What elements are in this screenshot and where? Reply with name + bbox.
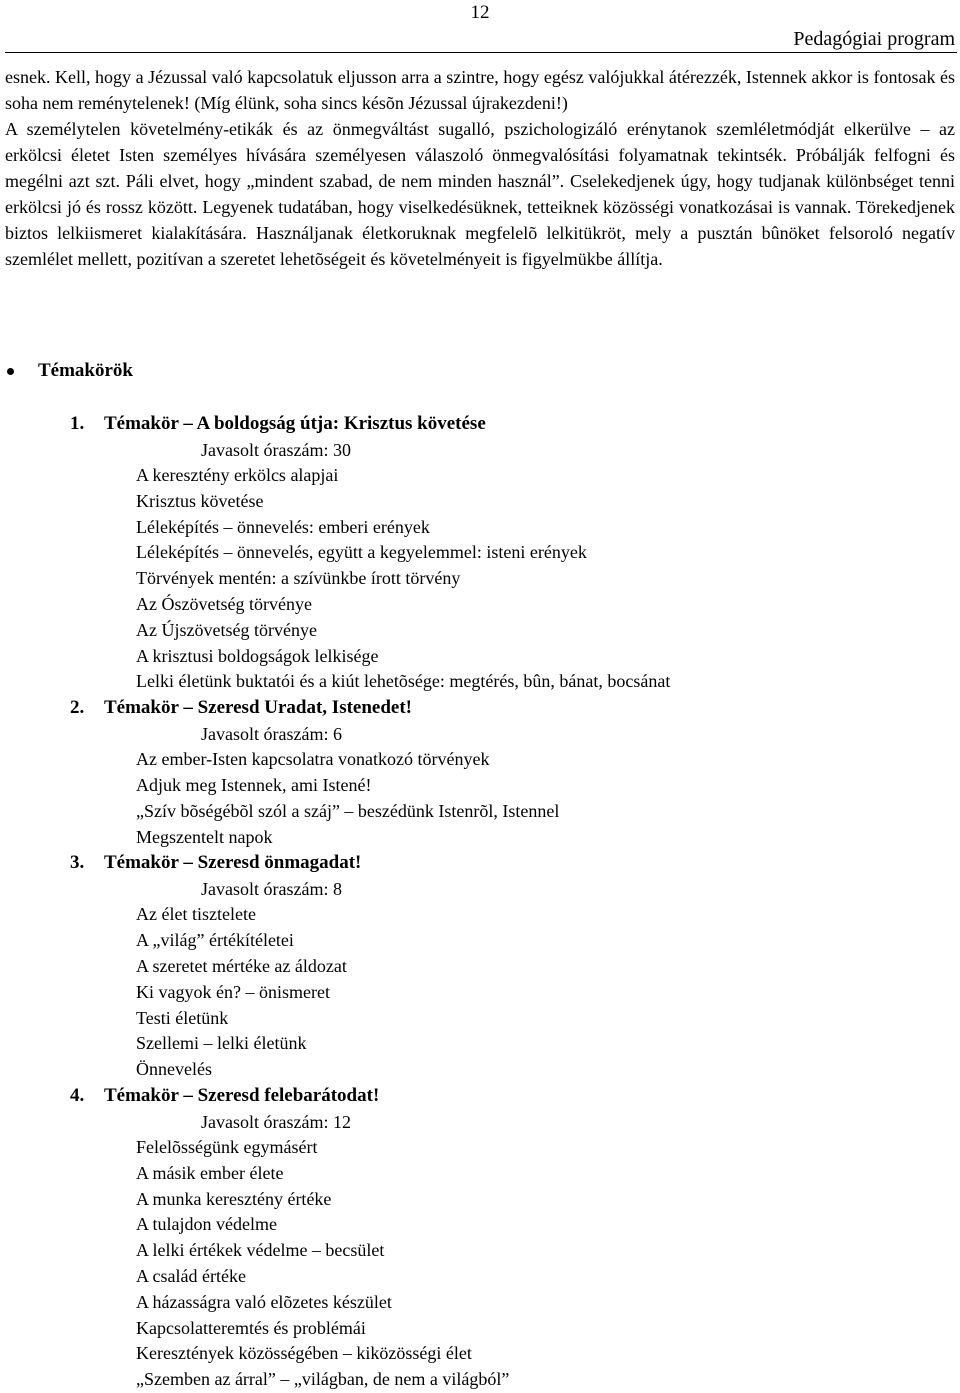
topic-title	[70, 411, 930, 437]
topic-item: A krisztusi boldogságok lelkisége	[136, 645, 379, 666]
topic-number: 1.	[70, 413, 85, 434]
topic-item: A „világ” értékítéletei	[136, 930, 294, 951]
topic-item: „Szemben az árral” – „világban, de nem a világból”	[136, 1369, 510, 1390]
topic-number: 4.	[70, 1084, 85, 1106]
topic-hours: Javasolt óraszám: 6	[201, 724, 342, 745]
topic-title	[70, 695, 930, 721]
topic-hours: Javasolt óraszám: 8	[201, 879, 342, 900]
section-heading	[5, 358, 133, 384]
topic-title-label: Témakör – Szeresd önmagadat!	[104, 852, 362, 874]
topic-number: 2.	[70, 697, 85, 719]
topic-number: 3.	[70, 852, 85, 874]
topic-item: Az Ószövetség törvénye	[136, 593, 312, 614]
intro-paragraph-2: A személytelen követelmény-etikák és az önmegváltást sugalló, pszichologizáló erénytanok szemléletmódját elkerülve – az erkölcsi életet Isten személyes hívására személyesen válaszoló önmegvalósítási folyamatnak tekintsék. Próbálják felfogni és megélni azt szt. Páli elvet, hogy „mindent szabad, de nem minden használ”. Cselekedjenek úgy, hogy tudjanak különbséget tenni erkölcsi jó és rossz között. Legyenek tudatában, hogy viselkedésüknek, tetteiknek közösségi vonatkozásai is vannak. Törekedjenek biztos lelkiismeret kialakítására. Használjanak életkoruknak megfelelõ lelkitükröt, mely a pusztán bûnöket felsoroló negatív szemlélet mellett, pozitívan a szeretet lehetõségeit és követelményeit is figyelmükbe állítja.	[5, 119, 955, 269]
topic-item: Léleképítés – önnevelés, együtt a kegyelemmel: isteni erények	[136, 542, 587, 563]
topic-block	[70, 850, 930, 1083]
topic-item: Törvények mentén: a szívünkbe írott törvény	[136, 568, 461, 589]
page-number: 12	[470, 2, 490, 23]
topic-block	[70, 1083, 930, 1393]
header-divider	[5, 52, 957, 53]
topic-item: A keresztény erkölcs alapjai	[136, 465, 339, 485]
section-heading-label: Témakörök	[38, 360, 133, 381]
topic-item: Önnevelés	[136, 1059, 212, 1080]
topic-item: Kapcsolatteremtés és problémái	[136, 1317, 366, 1338]
topic-item: Keresztények közösségében – kiközösségi élet	[136, 1343, 472, 1364]
topic-item: A házasságra való elõzetes készület	[136, 1291, 392, 1312]
topic-item: Adjuk meg Istennek, ami Istené!	[136, 774, 372, 795]
topic-item: Az Újszövetség törvénye	[136, 619, 317, 640]
topic-title	[70, 850, 930, 876]
topic-item: Testi életünk	[136, 1007, 229, 1028]
topic-item: Felelõsségünk egymásért	[136, 1136, 318, 1157]
topic-item: A szeretet mértéke az áldozat	[136, 955, 347, 976]
topic-item: Szellemi – lelki életünk	[136, 1033, 307, 1054]
topic-title-label: Témakör – A boldogság útja: Krisztus követése	[104, 413, 486, 434]
topic-block	[70, 411, 930, 695]
topic-item: Megszentelt napok	[136, 826, 273, 847]
intro-text	[5, 64, 955, 272]
topic-item: „Szív bõségébõl szól a száj” – beszédünk Istenrõl, Istennel	[136, 800, 560, 821]
header-title: Pedagógiai program	[793, 28, 955, 50]
topic-item: A család értéke	[136, 1265, 246, 1286]
topic-title	[70, 1083, 930, 1109]
topic-item: Lelki életünk buktatói és a kiút lehetõsége: megtérés, bûn, bánat, bocsánat	[136, 671, 671, 692]
topic-item: A másik ember élete	[136, 1162, 284, 1183]
topic-item: Krisztus követése	[136, 490, 264, 511]
topic-item: A tulajdon védelme	[136, 1214, 277, 1235]
topic-item: A munka keresztény értéke	[136, 1188, 332, 1209]
topic-hours: Javasolt óraszám: 12	[201, 1111, 351, 1132]
topics-list	[70, 411, 930, 1393]
topic-item: Léleképítés – önnevelés: emberi erények	[136, 516, 430, 537]
topic-item: Az ember-Isten kapcsolatra vonatkozó törvények	[136, 749, 490, 770]
topic-item: A lelki értékek védelme – becsület	[136, 1240, 385, 1261]
topic-item: Az élet tisztelete	[136, 904, 256, 925]
intro-paragraph-1: esnek. Kell, hogy a Jézussal való kapcsolatuk eljusson arra a szintre, hogy egész valójukkal átérezzék, Istennek akkor is fontosak és soha nem reménytelenek! (Míg élünk, soha sincs késõn Jézussal újrakezdeni!)	[5, 67, 955, 113]
bullet-icon	[7, 368, 14, 375]
topic-title-label: Témakör – Szeresd felebarátodat!	[104, 1084, 380, 1106]
topic-title-label: Témakör – Szeresd Uradat, Istenedet!	[104, 697, 413, 719]
topic-item: Ki vagyok én? – önismeret	[136, 981, 330, 1002]
topic-block	[70, 695, 930, 850]
topic-hours: Javasolt óraszám: 30	[201, 440, 351, 460]
